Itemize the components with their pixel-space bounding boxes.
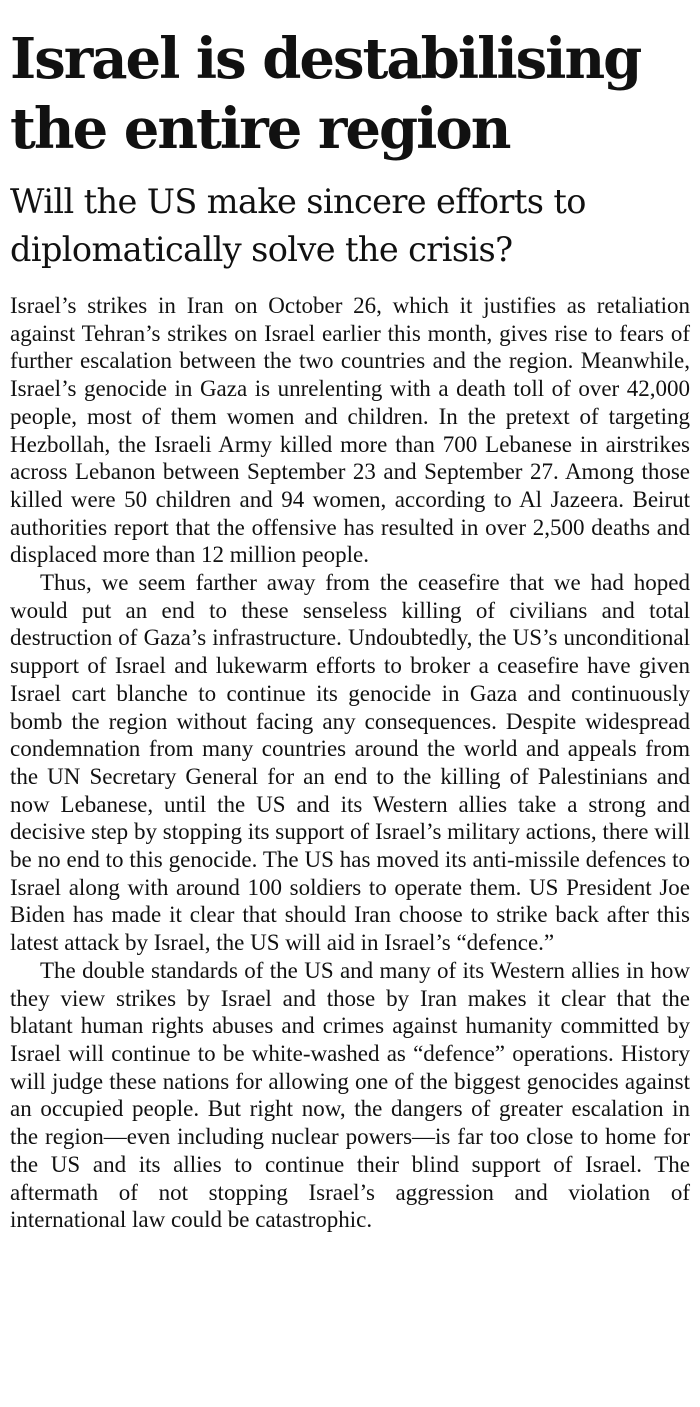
article-body	[10, 292, 690, 1234]
editorial-article	[10, 0, 690, 1234]
paragraph-3: The double standards of the US and many of its Western allies in how they view strikes by Israel and those by Iran makes it clear that the blatant human rights abuses and crimes against humanity committed by Israel will continue to be white-washed as “defence” operations. History will judge these nations for allowing one of the biggest genocides against an occupied people. But right now, the dangers of greater escalation in the region—even including nuclear powers—is far too close to home for the US and its allies to continue their blind support of Israel. The aftermath of not stopping Israel’s aggression and violation of international law could be catastrophic.	[10, 957, 690, 1233]
paragraph-2: Thus, we seem farther away from the ceasefire that we had hoped would put an end to these senseless killing of civilians and total destruction of Gaza’s infrastructure. Undoubtedly, the US’s unconditional support of Israel and lukewarm efforts to broker a ceasefire have given Israel cart blanche to continue its genocide in Gaza and continuously bomb the region without facing any consequences. Despite widespread condemnation from many countries around the world and appeals from the UN Secretary General for an end to the killing of Palestinians and now Lebanese, until the US and its Western allies take a strong and decisive step by stopping its support of Israel’s military actions, there will be no end to this genocide. The US has moved its anti-missile defences to Israel along with around 100 soldiers to operate them. US President Joe Biden has made it clear that should Iran choose to strike back after this latest attack by Israel, the US will aid in Israel’s “defence.”	[10, 570, 690, 956]
subheadline: Will the US make sincere efforts to diplomatically solve the crisis?	[10, 182, 586, 269]
paragraph-1: Israel’s strikes in Iran on October 26, which it justifies as retaliation against Tehran’s strikes on Israel earlier this month, gives rise to fears of further escalation between the two countries and the region. Meanwhile, Israel’s genocide in Gaza is unrelenting with a death toll of over 42,000 people, most of them women and children. In the pretext of targeting Hezbollah, the Israeli Army killed more than 700 Lebanese in airstrikes across Lebanon between September 23 and September 27. Among those killed were 50 children and 94 women, according to Al Jazeera. Beirut authorities report that the offensive has resulted in over 2,500 deaths and displaced more than 12 million people.	[10, 293, 690, 568]
headline: Israel is destabilising the entire region	[10, 26, 641, 162]
